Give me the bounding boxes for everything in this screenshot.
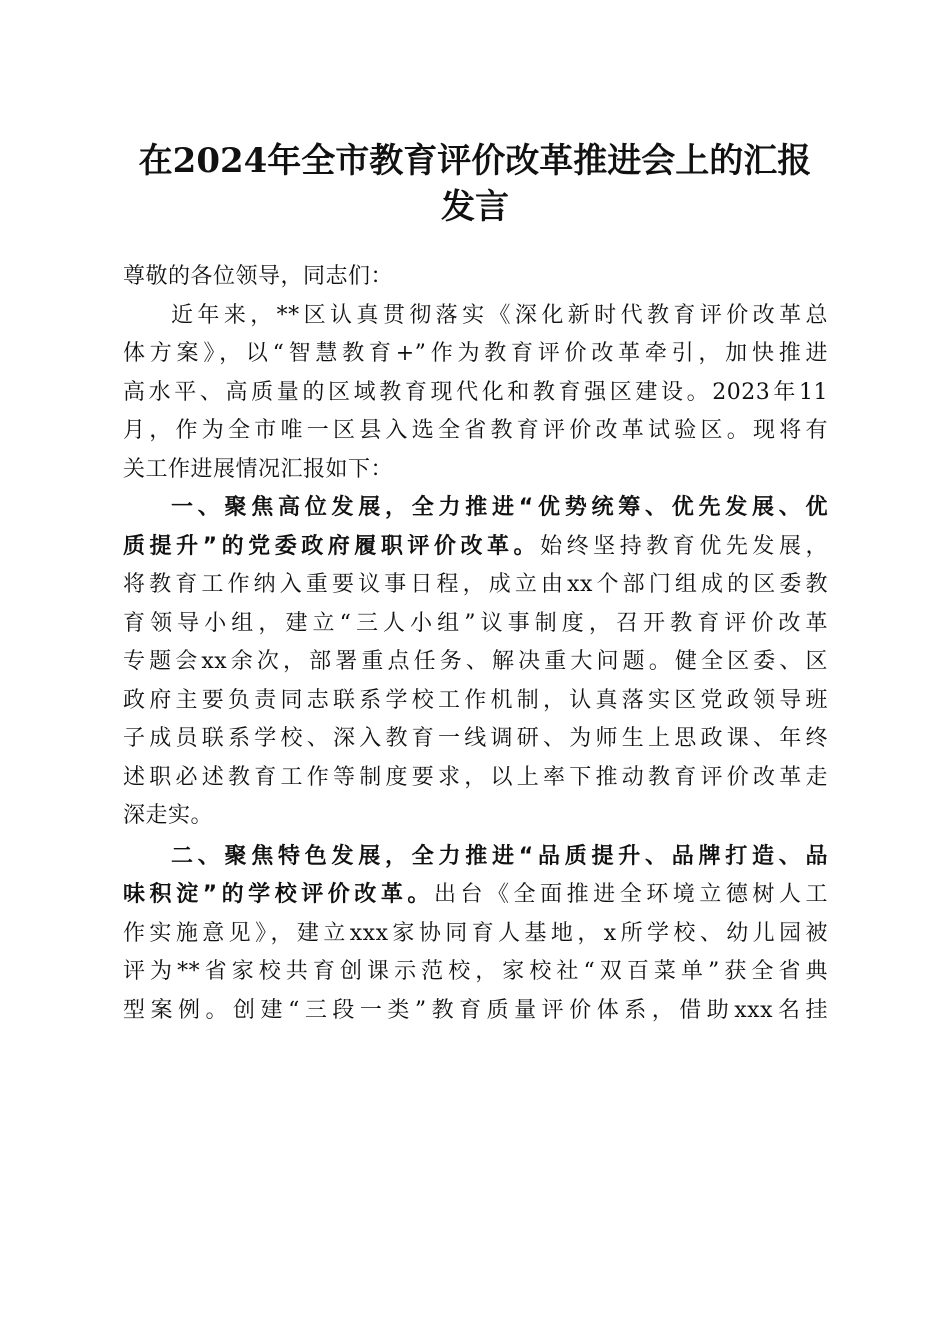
document-body xyxy=(123,258,828,1030)
title-line-2: 发言 xyxy=(441,187,509,227)
section1-line: 专题会xx余次，部署重点任务、解决重大问题。健全区委、区 xyxy=(123,649,828,674)
section1-heading: 一、聚焦高位发展，全力推进“优势统筹、优先发展、优 xyxy=(171,495,828,520)
section2-heading-end: 味积淀”的学校评价改革。 xyxy=(123,882,434,907)
intro-line: 高水平、高质量的区域教育现代化和教育强区建设。2023年11 xyxy=(123,379,828,405)
section2-line: 型案例。创建“三段一类”教育质量评价体系，借助xxx名挂 xyxy=(123,997,828,1023)
section2-line: 作实施意见》，建立xxx家协同育人基地，x所学校、幼儿园被 xyxy=(123,920,828,946)
intro-line: 月，作为全市唯一区县入选全省教育评价改革试验区。现将有 xyxy=(123,418,828,443)
document-title xyxy=(100,138,850,230)
section1-heading-continued xyxy=(123,528,828,567)
section1-line: 述职必述教育工作等制度要求，以上率下推动教育评价改革走 xyxy=(123,764,828,790)
section1-line: 政府主要负责同志联系学校工作机制，认真落实区党政领导班 xyxy=(123,687,828,713)
section2-heading: 二、聚焦特色发展，全力推进“品质提升、品牌打造、品 xyxy=(171,843,828,869)
section1-line: 育领导小组，建立“三人小组”议事制度，召开教育评价改革 xyxy=(123,610,828,636)
section2-heading-continued xyxy=(123,876,828,915)
intro-line: 近年来，**区认真贯彻落实《深化新时代教育评价改革总 xyxy=(171,302,828,328)
intro-line: 关工作进展情况汇报如下： xyxy=(123,456,394,482)
section1-line: 子成员联系学校、深入教育一线调研、为师生上思政课、年终 xyxy=(123,726,828,751)
section1-line: 将教育工作纳入重要议事日程，成立由xx个部门组成的区委教 xyxy=(123,572,828,597)
section2-text-start: 出台《全面推进全环境立德树人工 xyxy=(433,882,828,907)
intro-line: 体方案》，以“智慧教育+”作为教育评价改革牵引，加快推进 xyxy=(123,341,828,366)
title-line-1: 在2024年全市教育评价改革推进会上的汇报 xyxy=(138,141,812,181)
section1-line: 深走实。 xyxy=(123,803,214,828)
section1-heading-end: 质提升”的党委政府履职评价改革。 xyxy=(123,533,541,559)
salutation: 尊敬的各位领导，同志们： xyxy=(123,264,394,289)
section2-line: 评为**省家校共育创课示范校，家校社“双百菜单”获全省典 xyxy=(123,959,828,984)
section1-text-start: 始终坚持教育优先发展， xyxy=(540,533,828,559)
